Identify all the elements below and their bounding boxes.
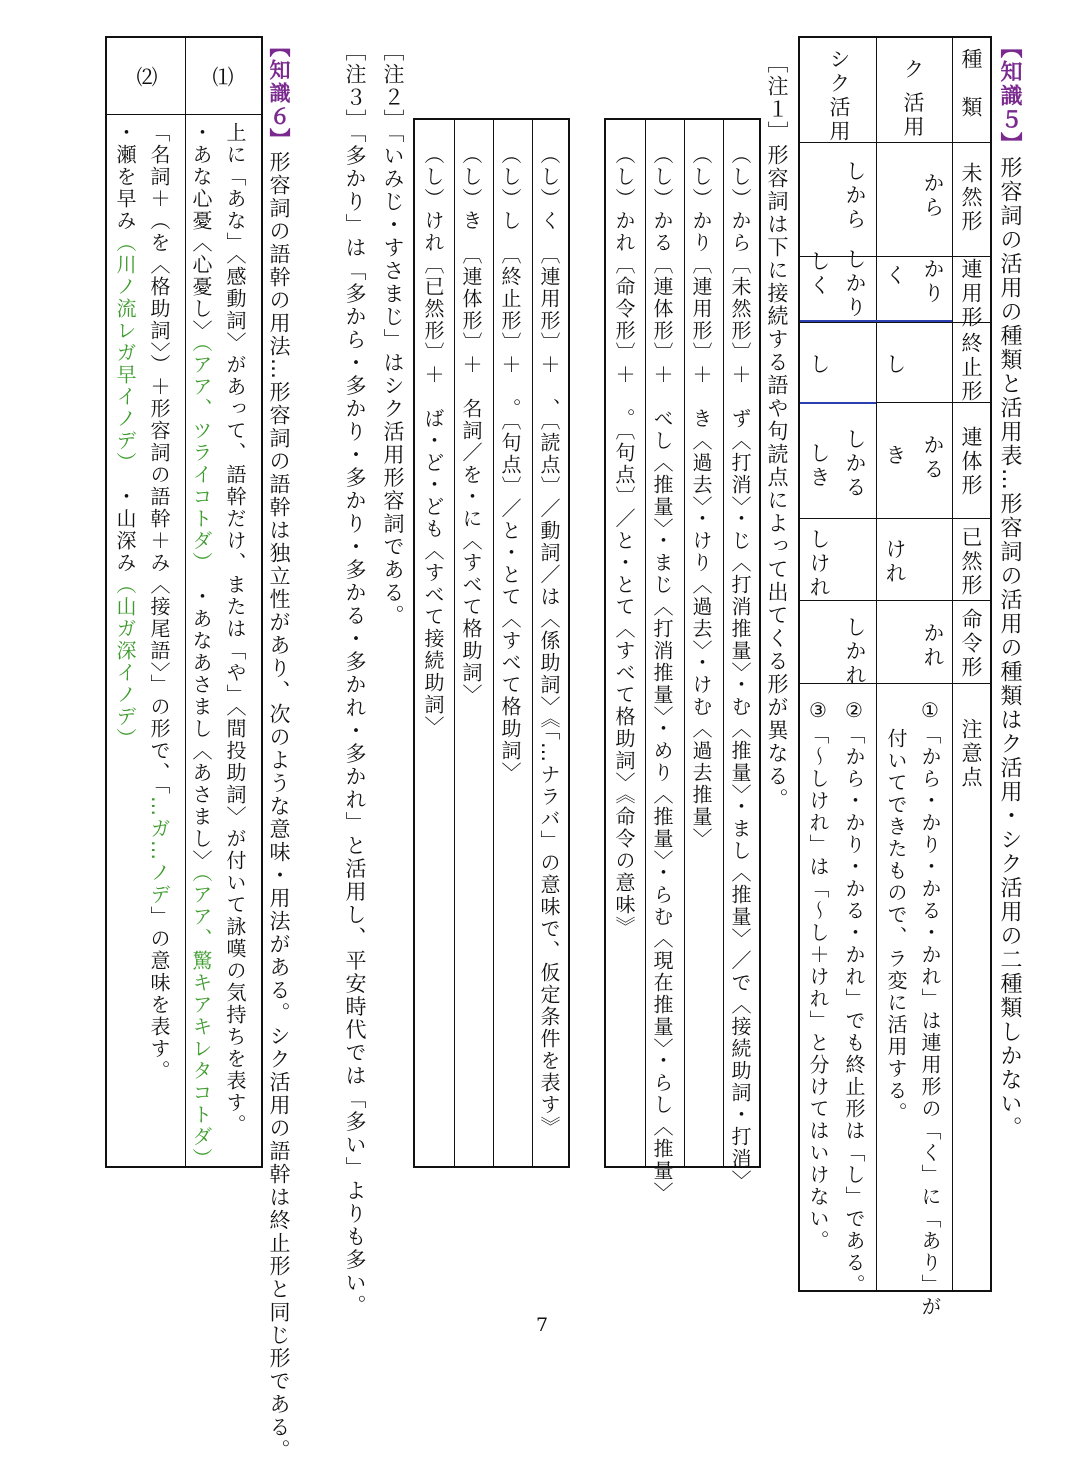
header-izen: 已然形	[959, 526, 983, 598]
note1-table-b	[413, 118, 570, 1168]
k6-ex1-gloss: （アア、ツライコトダ）	[189, 342, 213, 564]
note-2: ②「から・かり・かる・かれ」でも終止形は「し」である。	[842, 698, 866, 1296]
k6-ex2-gloss: （アア、驚キアキレタコトダ）	[189, 872, 213, 1170]
ku-meirei: かれ	[921, 622, 945, 670]
header-notes: 注意点	[959, 718, 983, 790]
k6-ex3-gloss: （川ノ流レガ早イノデ）	[113, 232, 137, 464]
k6-ex1: ・あな心憂〈心憂し〉	[189, 122, 213, 342]
k6-title: 形容詞の語幹の用法…形容詞の語幹は独立性があり、次のような意味・用法がある。シク活用の語幹は終止形と同じ形である。	[267, 151, 291, 1462]
shiku-shushi: し	[807, 353, 831, 377]
k6-ex3: ・瀬を早み	[113, 122, 137, 232]
shiku-renyo-2: しく	[807, 250, 831, 298]
shiku-izen: しけれ	[807, 528, 831, 600]
ku-mizen: から	[921, 172, 945, 220]
header-meirei: 命令形	[959, 608, 983, 680]
k6-label: 【知識６】	[267, 36, 291, 151]
row-rentai: （し）かる〔連体形〕＋ べし〈推量〉・まじ〈打消推量〉・めり〈推量〉・らむ〈現在推量〉・らし〈推量〉	[650, 144, 674, 1204]
note-1a: ①「から・かり・かる・かれ」は連用形の「く」に「あり」が	[918, 698, 942, 1318]
k5-title: 形容詞の活用の種類と活用表…形容詞の活用の種類はク活用・シク活用の二種類しかない。	[997, 156, 1022, 1140]
ku-renyo-2: く	[883, 264, 907, 288]
row-shi: （し）し 〔終止形〕＋ 。〔句点〕／と・とて〈すべて格助詞〉	[498, 144, 522, 784]
row-renyo: （し）かり〔連用形〕＋ き〈過去〉・けり〈過去〉・けむ〈過去推量〉	[689, 144, 713, 850]
k6-ex4-gloss: （山ガ深イノデ）	[113, 574, 137, 750]
ku-rentai-1: かる	[921, 434, 945, 482]
row-meirei: （し）かれ〔命令形〕＋ 。〔句点〕／と・とて〈すべて格助詞〉《命令の意味》	[612, 144, 636, 938]
k6-table	[105, 36, 263, 1168]
ku-izen: けれ	[883, 538, 907, 586]
k5-label: 【知識５】	[997, 36, 1022, 156]
header-rentai: 連体形	[959, 426, 983, 498]
header-mizen: 未然形	[959, 162, 983, 234]
k6-heading	[268, 36, 289, 1462]
ku-rentai-2: き	[883, 444, 907, 468]
shiku-mizen: しから	[843, 160, 867, 232]
k6-col2-line2	[115, 122, 135, 750]
k6-col2-line1	[149, 122, 169, 1082]
k6-col1-line1: 上に「あな」〈感動詞〉があって、語幹だけ、または「や」〈間投助詞〉が付いて詠嘆の気持ちを表す。	[223, 122, 247, 1136]
row-ki: （し）き 〔連体形〕＋ 名詞／を・に〈すべて格助詞〉	[459, 144, 483, 706]
conjugation-table	[798, 36, 992, 1318]
k5-heading	[998, 36, 1020, 1140]
k6-num-1: ⑴	[210, 66, 234, 90]
shiku-renyo-1: しかり	[843, 248, 867, 320]
shiku-meirei: しかれ	[843, 616, 867, 688]
k6-ex2: ・あなあさまし〈あさまし〉	[189, 586, 213, 872]
note3-text: ［注３］「多かり」は「多から・多かり・多かり・多かる・多かれ・多かれ」と活用し、平安時代では「多い」よりも多い。	[343, 40, 367, 1318]
header-kind: 種 類	[959, 48, 983, 120]
shiku-rentai-1: しかる	[843, 428, 867, 500]
shiku-name: シク活用	[827, 48, 851, 144]
note-1b: 付いてできたもので、ラ変に活用する。	[884, 728, 908, 1124]
k6-col1-line2	[191, 122, 211, 1170]
note1-table-a	[604, 118, 761, 1204]
row-mizen: （し）から〔未然形〕＋ ず〈打消〉・じ〈打消推量〉・む〈推量〉・まし〈推量〉／で〈接続助詞・打消〉	[728, 144, 752, 1192]
ku-renyo-1: かり	[921, 258, 945, 306]
row-kere: （し）けれ〔已然形〕＋ ば・ど・ども〈すべて接続助詞〉	[421, 144, 445, 738]
ku-name: ク 活用	[901, 58, 925, 140]
shiku-rentai-2: しき	[807, 442, 831, 490]
ku-shushi: し	[883, 353, 907, 377]
header-shushi: 終止形	[959, 332, 983, 404]
header-renyo: 連用形	[959, 258, 983, 330]
row-ku-text: （し）く 〔連用形〕＋ 、〔読点〕／動詞／は〈係助詞〉《「…ナラバ」の意味で、仮定条件を表す》	[537, 144, 561, 1138]
k6-col2-c: 」の意味を表す。	[147, 906, 171, 1082]
note-3: ③「～しけれ」は「～し＋けれ」と分けてはいけない。	[806, 698, 830, 1252]
note1-text: ［注１］形容詞は下に接続する語や句読点によって出てくる形が異なる。	[765, 52, 789, 811]
k6-col2-b: …ガ…ノデ	[147, 796, 171, 906]
row-ku	[539, 144, 559, 1138]
k6-ex4: ・山深み	[113, 486, 137, 574]
page-number: 7	[536, 1314, 549, 1336]
k6-num-2: ⑵	[134, 66, 158, 90]
k6-col2-a: 「名詞＋（を〈格助詞〉）＋形容詞の語幹＋み〈接尾語〉」の形で、「	[147, 122, 171, 796]
note2-text: ［注２］「いみじ・すさまじ」はシク活用形容詞である。	[381, 40, 405, 628]
